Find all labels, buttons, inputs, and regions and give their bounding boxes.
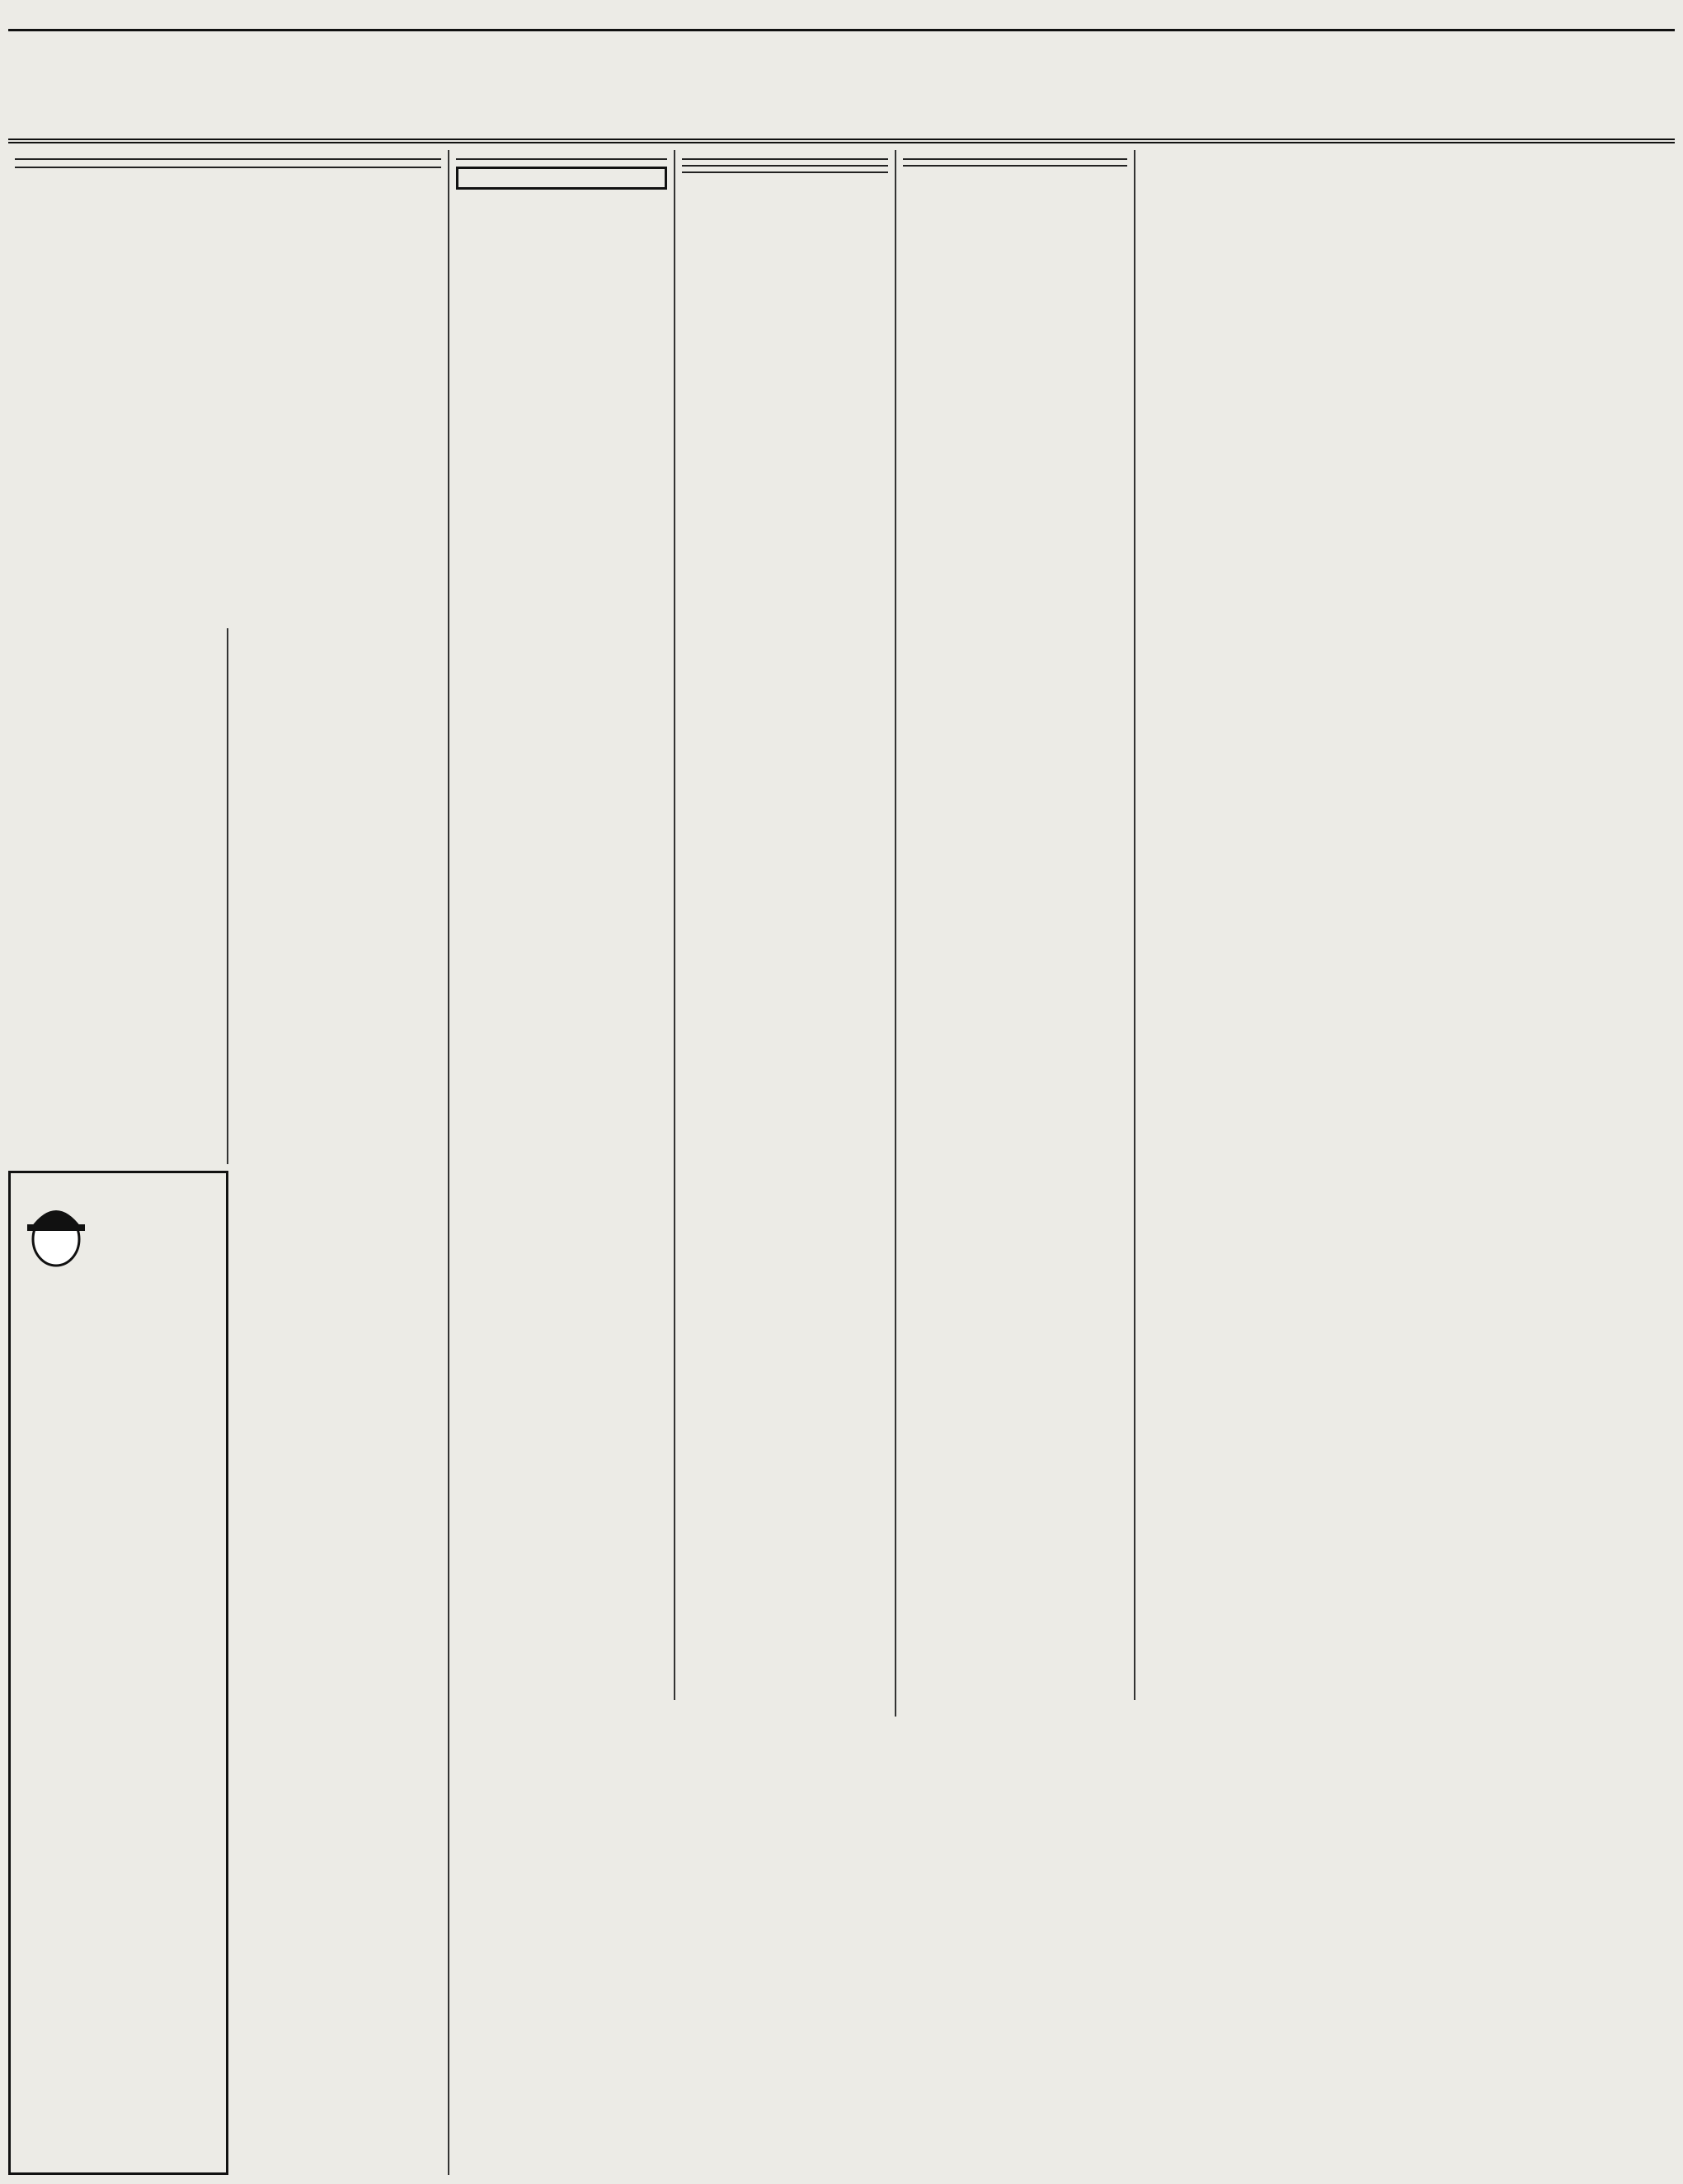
walker-cap-ad — [8, 1171, 228, 2175]
divider — [15, 167, 441, 168]
column-4 — [675, 150, 896, 1717]
man-in-cap-icon — [19, 1190, 93, 1272]
divider — [903, 158, 1127, 160]
column-3 — [449, 150, 675, 1700]
lead-story-top — [8, 150, 449, 628]
lead-story-col2 — [228, 628, 449, 2175]
divider — [682, 165, 888, 167]
lead-story-col1 — [8, 628, 228, 1164]
column-5 — [896, 150, 1135, 1700]
divider — [682, 158, 888, 160]
divider — [903, 165, 1127, 167]
bunion-ad — [456, 167, 667, 190]
divider — [15, 158, 441, 160]
banner-headline — [8, 36, 1675, 143]
divider — [456, 158, 667, 160]
divider — [682, 171, 888, 173]
masthead — [8, 7, 1675, 31]
